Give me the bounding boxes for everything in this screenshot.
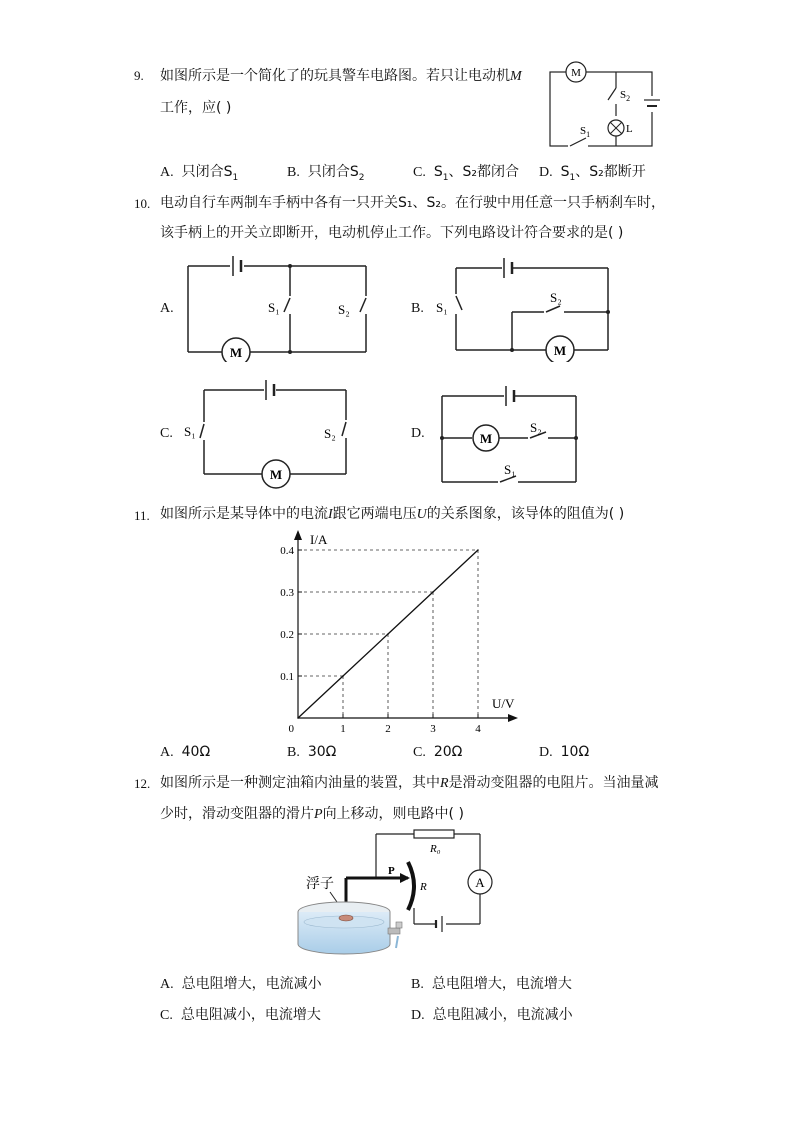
q10-c-s1-label: S₁ xyxy=(184,424,196,439)
x-tick-label: 2 xyxy=(385,723,391,735)
q12-text-d: 向上移动，则电路中( ) xyxy=(322,806,464,822)
q10-number: 10. xyxy=(134,196,151,211)
q10-circuit-a xyxy=(180,248,380,362)
q9-option-c-tail: 、S₂都闭合 xyxy=(448,164,519,180)
q11-var-i: I xyxy=(328,507,333,522)
q12-ammeter-label: A xyxy=(475,875,485,890)
q12-tap xyxy=(388,928,400,934)
q9-option-d-text: S xyxy=(560,164,570,180)
q10-a-s2 xyxy=(360,298,366,312)
q9-line1 xyxy=(160,66,522,87)
q10-option-d-label[interactable]: D. xyxy=(411,426,425,441)
q10-c-s2-label: S₂ xyxy=(324,426,336,441)
x-tick-label: 4 xyxy=(475,723,481,735)
q12-option-c-label: C. xyxy=(160,1008,173,1023)
y-axis-arrow xyxy=(294,530,302,540)
q11-text-c: 的关系图象，该导体的阻值为( ) xyxy=(426,506,625,522)
q11-option-d-text: 10Ω xyxy=(560,744,590,760)
q12-rheostat-arc xyxy=(408,862,414,910)
q9-number: 9. xyxy=(134,68,144,83)
y-tick-label: 0.4 xyxy=(280,545,294,557)
data-point xyxy=(297,717,299,719)
x-tick-label: 3 xyxy=(430,723,436,735)
q10-option-c-label[interactable]: C. xyxy=(160,426,173,441)
q12-line2 xyxy=(160,804,464,825)
q11-option-b-text: 30Ω xyxy=(307,744,337,760)
q12-var-r: R xyxy=(440,776,449,791)
q9-option-a[interactable] xyxy=(160,161,238,183)
q12-float xyxy=(339,915,353,921)
q10-a-s2-label: S₂ xyxy=(338,302,350,317)
q10-b-s1-label: S₁ xyxy=(436,300,448,315)
q10-d-s2-label: S₂ xyxy=(530,420,542,435)
q9-option-b-label: B. xyxy=(287,165,300,180)
q11-option-c-text: 20Ω xyxy=(433,744,463,760)
y-tick-label: 0.1 xyxy=(280,671,294,683)
q9-s1-label: $S_1$ xyxy=(580,125,591,139)
q10-a-motor-label: M xyxy=(229,345,243,360)
q11-option-a[interactable] xyxy=(160,744,210,761)
q9-option-b[interactable] xyxy=(287,161,364,183)
q10-c-s2 xyxy=(342,422,346,436)
q12-option-d-text: 总电阻减小，电流减小 xyxy=(432,1007,573,1023)
q10-a-s1 xyxy=(284,298,290,312)
q9-option-c-text: S xyxy=(433,164,443,180)
x-tick-label: 1 xyxy=(340,723,346,735)
q9-option-b-sub: 2 xyxy=(358,172,365,183)
q11-option-c-label: C. xyxy=(413,745,426,760)
y-tick-label: 0.2 xyxy=(280,629,294,641)
data-point xyxy=(432,591,434,593)
q12-option-d-label: D. xyxy=(411,1008,425,1023)
q9-var-m: M xyxy=(510,69,522,84)
q12-option-c-text: 总电阻减小，电流增大 xyxy=(180,1007,321,1023)
x-axis-label: U/V xyxy=(492,696,515,711)
data-point xyxy=(342,675,344,677)
q10-b-s2-label: S₂ xyxy=(550,290,562,305)
q9-option-d-tail: 、S₂都断开 xyxy=(575,164,646,180)
q11-line1 xyxy=(160,504,624,525)
q9-option-a-sub: 1 xyxy=(232,172,239,183)
q9-s2-switch xyxy=(608,88,616,100)
q9-option-a-label: A. xyxy=(160,165,174,180)
data-point xyxy=(477,549,479,551)
q10-option-a-label[interactable]: A. xyxy=(160,301,174,316)
q11-option-a-label: A. xyxy=(160,745,174,760)
q9-option-c-sub: 1 xyxy=(442,172,449,183)
q11-number: 11. xyxy=(134,508,150,523)
q12-r0-label: R₀ xyxy=(430,843,441,855)
q9-circuit-figure xyxy=(540,60,660,152)
q12-line1 xyxy=(160,773,659,794)
q9-option-b-text: 只闭合S xyxy=(307,164,359,180)
q12-option-b-label: B. xyxy=(411,977,424,992)
q10-line2: 该手柄上的开关立即断开，电动机停止工作。下列电路设计符合要求的是( ) xyxy=(160,225,624,241)
q10-b-motor-label: M xyxy=(553,343,567,358)
q12-text-a: 如图所示是一种测定油箱内油量的装置，其中 xyxy=(160,775,440,791)
q12-p-label: P xyxy=(388,865,395,877)
q12-option-a-label: A. xyxy=(160,977,174,992)
y-axis-label: I/A xyxy=(310,532,328,547)
q9-option-d-label: D. xyxy=(539,165,553,180)
q10-c-motor-label: M xyxy=(269,467,283,482)
q12-r-label: R xyxy=(420,881,427,893)
q10-option-b-label[interactable]: B. xyxy=(411,301,424,316)
q10-a-s1-label: S₁ xyxy=(268,300,280,315)
q12-oil-gauge-figure xyxy=(296,826,506,960)
q10-line1: 电动自行车两制车手柄中各有一只开关S₁、S₂。在行驶中用任意一只手柄刹车时， xyxy=(160,195,665,211)
x-axis-arrow xyxy=(508,714,518,722)
q10-d-motor-label: M xyxy=(479,431,493,446)
q11-var-u: U xyxy=(416,507,427,522)
y-tick-label: 0.3 xyxy=(280,587,294,599)
q11-option-a-text: 40Ω xyxy=(181,744,211,760)
q12-r0-resistor xyxy=(414,830,454,838)
q10-d-s1-label: S₁ xyxy=(504,462,516,477)
q10-b-s2 xyxy=(546,306,560,312)
q12-option-b-text: 总电阻增大，电流增大 xyxy=(431,976,572,992)
q9-lamp-label: L xyxy=(626,123,633,135)
q9-option-c[interactable] xyxy=(413,161,519,183)
q9-motor-label: M xyxy=(571,67,581,79)
q10-circuit-d xyxy=(434,380,584,486)
q11-text-b: 跟它两端电压 xyxy=(332,506,417,522)
q11-text-a: 如图所示是某导体中的电流 xyxy=(160,506,328,522)
q12-text-c: 少时，滑动变阻器的滑片 xyxy=(160,806,314,822)
data-point xyxy=(387,633,389,635)
q10-circuit-b xyxy=(432,250,622,362)
q12-text-b: 是滑动变阻器的电阻片。当油量减 xyxy=(448,775,659,791)
origin-label: 0 xyxy=(288,723,294,735)
q12-option-c[interactable] xyxy=(160,1004,321,1024)
q9-text: 如图所示是一个简化了的玩具警车电路图。若只让电动机 xyxy=(160,68,510,84)
q12-number: 12. xyxy=(134,776,151,791)
q12-option-a[interactable] xyxy=(160,973,322,993)
q10-b-s1 xyxy=(456,296,462,310)
q10-circuit-c xyxy=(180,374,370,490)
q11-option-b-label: B. xyxy=(287,745,300,760)
q9-s2-label: $S_2$ xyxy=(620,89,631,103)
q11-option-d-label: D. xyxy=(539,745,553,760)
q11-option-d[interactable] xyxy=(539,744,589,761)
q9-option-d[interactable] xyxy=(539,161,646,183)
q12-var-p: P xyxy=(314,807,323,822)
q12-option-b[interactable] xyxy=(411,973,572,993)
q11-iu-chart xyxy=(270,528,530,738)
q12-float-label: 浮子 xyxy=(306,876,334,892)
q11-option-c[interactable] xyxy=(413,744,462,761)
q9-option-c-label: C. xyxy=(413,165,426,180)
q10-c-s1 xyxy=(200,424,204,438)
q9-option-d-sub: 1 xyxy=(569,172,576,183)
q9-option-a-text: 只闭合S xyxy=(181,164,233,180)
q11-option-b[interactable] xyxy=(287,744,336,761)
q12-option-a-text: 总电阻增大，电流减小 xyxy=(181,976,322,992)
q9-line2: 工作，应( ) xyxy=(160,100,232,116)
q12-option-d[interactable] xyxy=(411,1004,573,1024)
